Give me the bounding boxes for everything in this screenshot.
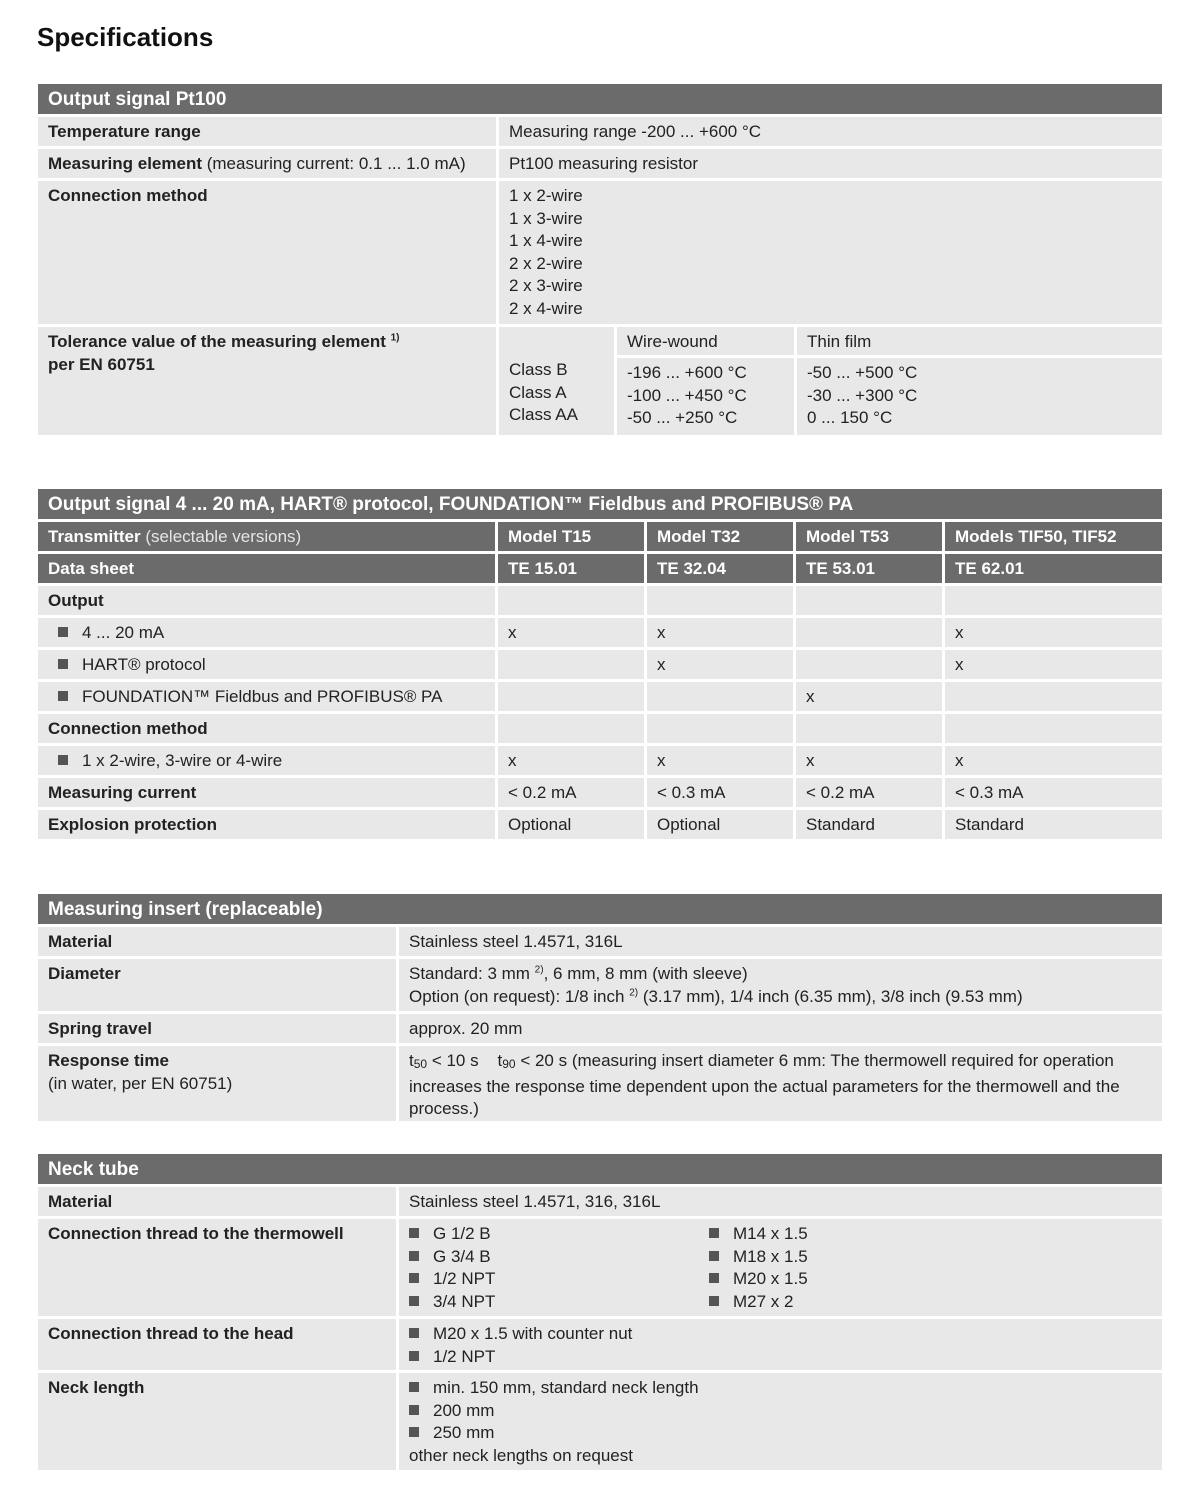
- tolerance-classes: Class B Class A Class AA: [499, 355, 614, 435]
- thread-head-values: M20 x 1.5 with counter nut 1/2 NPT: [399, 1319, 1162, 1370]
- model-t53: Model T53: [796, 522, 942, 551]
- bullet-icon: [58, 627, 68, 637]
- measuring-element-label: Measuring element (measuring current: 0.1 ... 1.0 mA): [38, 149, 496, 178]
- section-output-pt100: [38, 84, 1162, 435]
- connection-method-label: Connection method: [38, 181, 496, 324]
- diameter-value: Standard: 3 mm $^{2)}$, 6 mm, 8 mm (with sleeve) Option (on request): 1/8 inch $^{2)}$ (3.17 mm), 1/4 inch (6.35 mm), 3/8 inch (9.53 mm): [399, 959, 1162, 1011]
- datasheet-t15: TE 15.01: [498, 554, 644, 583]
- tolerance-label: Tolerance value of the measuring element $^{1)}$ per EN 60751: [38, 327, 496, 435]
- bullet-icon: [409, 1405, 419, 1415]
- bullet-icon: [709, 1251, 719, 1261]
- datasheet-tif: TE 62.01: [945, 554, 1162, 583]
- neck-material-label: Material: [38, 1187, 396, 1216]
- page-title: Specifications: [37, 22, 214, 52]
- output-hart-label: HART® protocol: [38, 650, 495, 679]
- temperature-range-label: Temperature range: [38, 117, 496, 146]
- wire-wound-values: -196 ... +600 °C -100 ... +450 °C -50 ... +250 °C: [617, 358, 794, 435]
- bullet-icon: [409, 1296, 419, 1306]
- response-time-value: t50 < 10 s t90 < 20 s (measuring insert diameter 6 mm: The thermowell required for operation increases the response time dependent upon the actual parameters for the thermowell and the process.): [399, 1046, 1162, 1121]
- section-header: Output signal 4 ... 20 mA, HART® protocol, FOUNDATION™ Fieldbus and PROFIBUS® PA: [38, 489, 1162, 519]
- bullet-icon: [58, 755, 68, 765]
- bullet-icon: [709, 1228, 719, 1238]
- section-header: Output signal Pt100: [38, 84, 1162, 114]
- connection-method-values: 1 x 2-wire 1 x 3-wire 1 x 4-wire 2 x 2-wire 2 x 3-wire 2 x 4-wire: [499, 181, 1162, 324]
- section-measuring-insert: [38, 894, 1162, 1121]
- bullet-icon: [709, 1273, 719, 1283]
- bullet-icon: [409, 1427, 419, 1437]
- bullet-icon: [409, 1273, 419, 1283]
- thread-thermowell-label: Connection thread to the thermowell: [38, 1219, 396, 1316]
- neck-length-label: Neck length: [38, 1373, 396, 1470]
- neck-length-values: min. 150 mm, standard neck length 200 mm 250 mm other neck lengths on request: [399, 1373, 1162, 1470]
- thin-film-header: Thin film: [797, 327, 1162, 355]
- bullet-icon: [409, 1328, 419, 1338]
- measuring-element-value: Pt100 measuring resistor: [499, 149, 1162, 178]
- spring-travel-value: approx. 20 mm: [399, 1014, 1162, 1043]
- response-time-label: Response time (in water, per EN 60751): [38, 1046, 396, 1121]
- bullet-icon: [58, 691, 68, 701]
- bullet-icon: [409, 1228, 419, 1238]
- model-tif: Models TIF50, TIF52: [945, 522, 1162, 551]
- insert-material-value: Stainless steel 1.4571, 316L: [399, 927, 1162, 956]
- section-output-signal: Output signal 4 ... 20 mA, HART® protocol, FOUNDATION™ Fieldbus and PROFIBUS® PA Transmitter (selectable versions) Model T15 Model T32 Model T53 Models TIF50, TIF52 Data sheet TE 15.01 TE 32.04 TE 53.01 TE 62.01 Output 4 ... 20 mA x x x HART® protocol x x FOUNDATION™ Fieldbus and PROFIBUS® PA x Connection method 1 x 2-wire, 3-wire or 4-wire x x x x Measuring current < 0.2 mA < 0.3 mA < 0.2 mA < 0.3 mA Explosion protection Optional Optional Standard Standard: [38, 489, 1162, 839]
- diameter-label: Diameter: [38, 959, 396, 1011]
- output-label: Output: [38, 586, 495, 615]
- datasheet-label: Data sheet: [38, 554, 495, 583]
- datasheet-t32: TE 32.04: [647, 554, 793, 583]
- neck-material-value: Stainless steel 1.4571, 316, 316L: [399, 1187, 1162, 1216]
- wire-wound-header: Wire-wound: [617, 327, 794, 355]
- explosion-protection-label: Explosion protection: [38, 810, 495, 839]
- bullet-icon: [409, 1251, 419, 1261]
- section-neck-tube: [38, 1154, 1162, 1470]
- thread-head-label: Connection thread to the head: [38, 1319, 396, 1370]
- insert-material-label: Material: [38, 927, 396, 956]
- datasheet-t53: TE 53.01: [796, 554, 942, 583]
- model-t32: Model T32: [647, 522, 793, 551]
- temperature-range-value: Measuring range -200 ... +600 °C: [499, 117, 1162, 146]
- output-fieldbus-label: FOUNDATION™ Fieldbus and PROFIBUS® PA: [38, 682, 495, 711]
- thread-thermowell-values: G 1/2 B G 3/4 B 1/2 NPT 3/4 NPT M14 x 1.5 M18 x 1.5 M20 x 1.5 M27 x 2: [399, 1219, 1162, 1316]
- section-header: Measuring insert (replaceable): [38, 894, 1162, 924]
- thin-film-values: -50 ... +500 °C -30 ... +300 °C 0 ... 150 °C: [797, 358, 1162, 435]
- bullet-icon: [58, 659, 68, 669]
- bullet-icon: [709, 1296, 719, 1306]
- measuring-current-label: Measuring current: [38, 778, 495, 807]
- bullet-icon: [409, 1351, 419, 1361]
- output-4-20ma-label: 4 ... 20 mA: [38, 618, 495, 647]
- model-t15: Model T15: [498, 522, 644, 551]
- bullet-icon: [409, 1382, 419, 1392]
- signal-connection-label: Connection method: [38, 714, 495, 743]
- transmitter-label: Transmitter (selectable versions): [38, 522, 495, 551]
- spring-travel-label: Spring travel: [38, 1014, 396, 1043]
- connection-wire-label: 1 x 2-wire, 3-wire or 4-wire: [38, 746, 495, 775]
- section-header: Neck tube: [38, 1154, 1162, 1184]
- tolerance-table: [499, 327, 1162, 435]
